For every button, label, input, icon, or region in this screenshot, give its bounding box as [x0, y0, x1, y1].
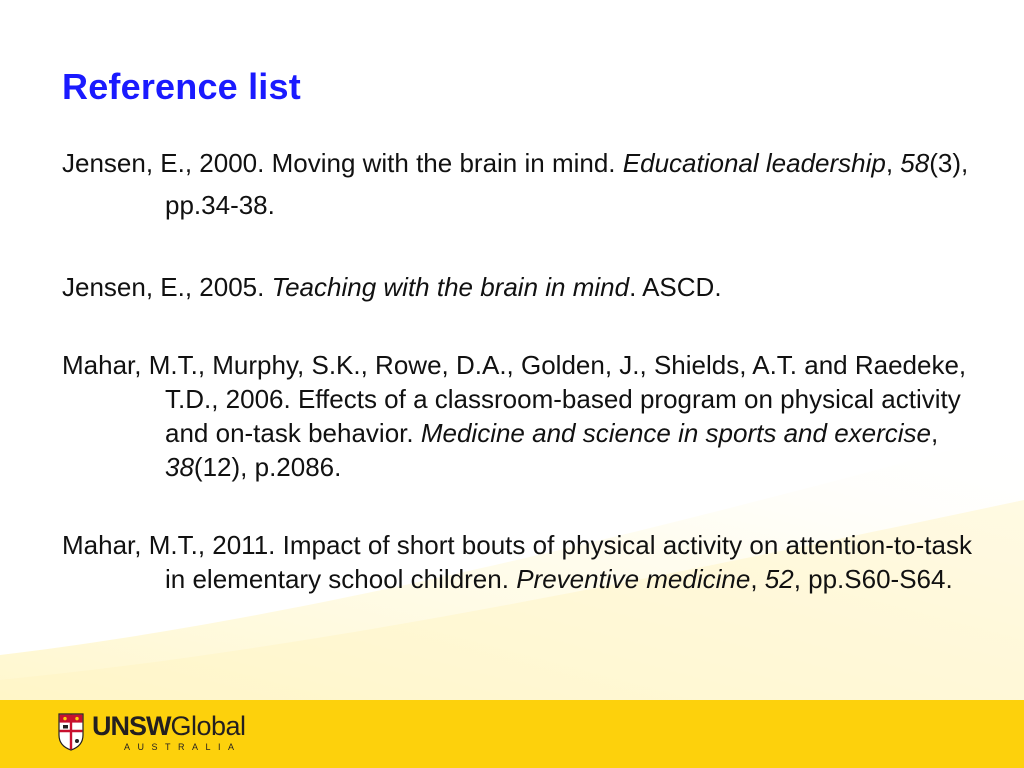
unsw-crest-icon — [58, 713, 84, 751]
reference-journal: Preventive medicine — [516, 564, 751, 594]
reference-book: Teaching with the brain in mind — [271, 272, 630, 302]
reference-item — [62, 266, 982, 308]
unsw-global-logo: UNSWGlobal — [92, 711, 246, 741]
reference-item: Mahar, M.T., 2011. Impact of short bouts of physical activity on attention-to-task in elementary school children. Preventive medicine, 52, pp.S60-S64. — [62, 530, 972, 594]
reference-authors: Mahar, M.T., 2011. Impact of short bouts of physical activity on attention-to-task in elementary school children. — [62, 530, 972, 594]
reference-volume: 38 — [165, 452, 194, 482]
footer-bar — [0, 700, 1024, 768]
logo-subtitle: AUSTRALIA — [124, 742, 242, 752]
reference-authors: Mahar, M.T., Murphy, S.K., Rowe, D.A., Golden, J., Shields, A.T. and Raedeke, T.D., 2006. Effects of a classroom-based program on physical activity and on-task behavior. — [62, 350, 967, 448]
reference-list — [62, 142, 982, 596]
reference-journal: Educational leadership — [622, 148, 886, 178]
reference-tail: , pp.S60-S64. — [793, 564, 953, 594]
reference-tail: (12), p.2086. — [193, 452, 342, 482]
reference-item: Mahar, M.T., Murphy, S.K., Rowe, D.A., Golden, J., Shields, A.T. and Raedeke, T.D., 2006. Effects of a classroom-based program on physical activity and on-task behavior. Medicine and science in sports and exercise, 38(12), p.2086. — [62, 350, 967, 482]
reference-authors: Jensen, E., 2000. Moving with the brain in mind. — [62, 148, 623, 178]
reference-journal: Medicine and science in sports and exercise — [420, 418, 932, 448]
reference-volume: 58 — [900, 148, 930, 178]
reference-item: Jensen, E., 2000. Moving with the brain in mind. Educational leadership, 58(3), pp.34-38. — [62, 148, 969, 220]
reference-tail: . ASCD. — [629, 272, 722, 302]
page-title: Reference list — [62, 66, 301, 107]
reference-tail: (3), pp.34-38. — [165, 148, 969, 220]
reference-volume: 52 — [764, 564, 794, 594]
reference-authors: Jensen, E., 2005. — [62, 272, 272, 302]
